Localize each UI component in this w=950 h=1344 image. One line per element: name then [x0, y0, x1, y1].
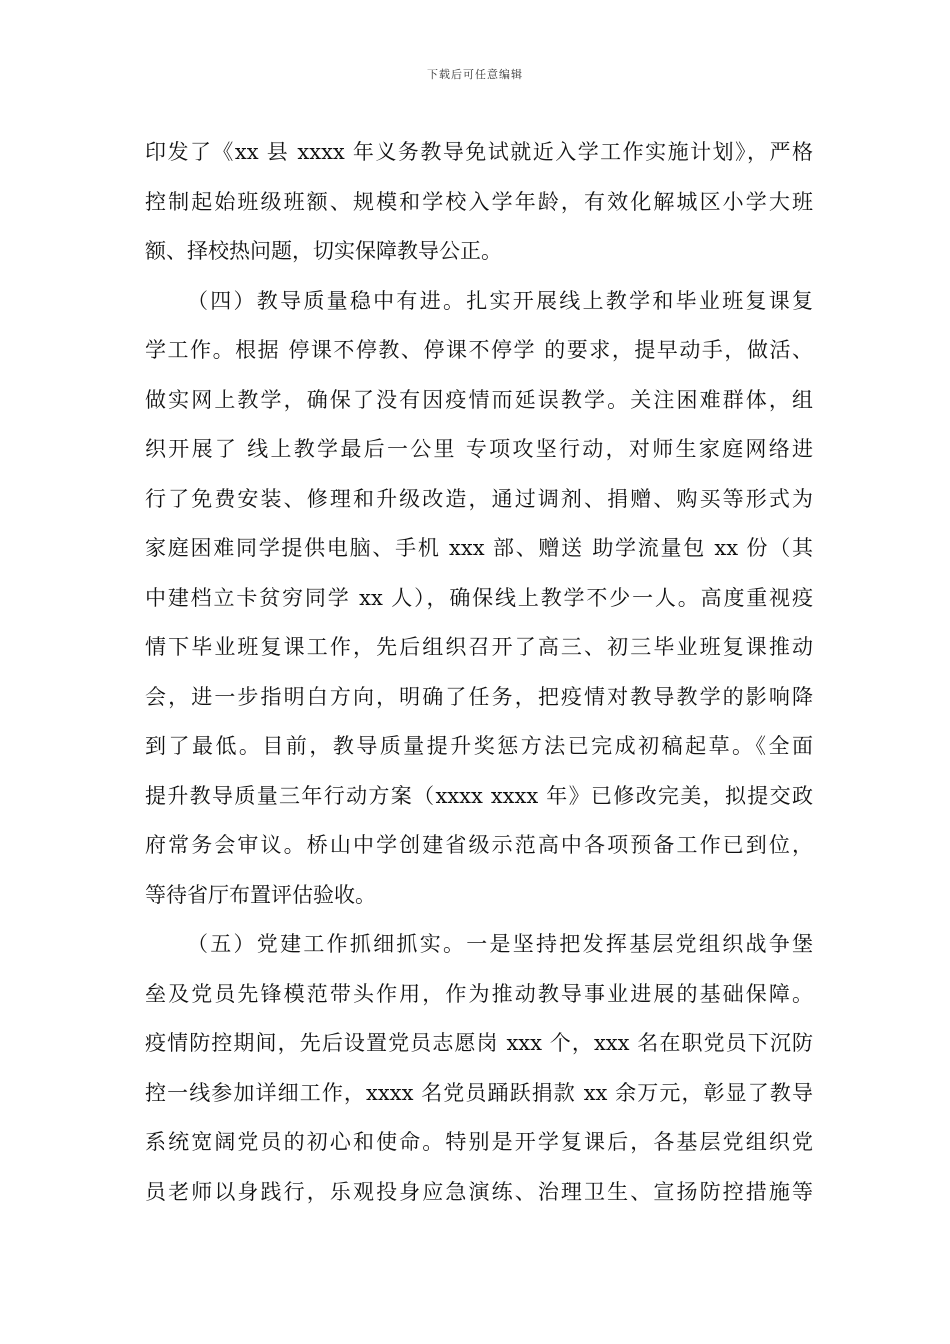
- text-line: 到了最低。目前，教导质量提升奖惩方法已完成初稿起草。《全面: [145, 734, 813, 758]
- text-line: 织开展了 线上教学最后一公里 专项攻坚行动，对师生家庭网络进: [145, 437, 813, 461]
- text-line: 控一线参加详细工作，xxxx 名党员踊跃捐款 xx 余万元，彰显了教导: [145, 1080, 813, 1105]
- text-line: 家庭困难同学提供电脑、手机 xxx 部、赠送 助学流量包 xx 份（其: [145, 536, 813, 560]
- text-line: 疫情防控期间，先后设置党员志愿岗 xxx 个，xxx 名在职党员下沉防: [145, 1031, 813, 1055]
- text-line: 会，进一步指明白方向，明确了任务，把疫情对教导教学的影响降: [145, 684, 813, 709]
- text-line: 员老师以身践行，乐观投身应急演练、治理卫生、宣扬防控措施等: [145, 1179, 813, 1204]
- page-header: 下载后可任意编辑: [427, 68, 523, 81]
- text-line: 提升教导质量三年行动方案（xxxx xxxx 年》已修改完美，拟提交政: [145, 783, 813, 808]
- text-line: 控制起始班级班额、规模和学校入学年龄，有效化解城区小学大班: [145, 189, 813, 214]
- section-heading-line: （四）教导质量稳中有进。扎实开展线上教学和毕业班复课复: [187, 288, 813, 313]
- text-line: 系统宽阔党员的初心和使命。特别是开学复课后，各基层党组织党: [145, 1130, 813, 1154]
- text-line: 情下毕业班复课工作，先后组织召开了高三、初三毕业班复课推动: [145, 635, 813, 659]
- text-line: 等待省厅布置评估验收。: [145, 882, 376, 907]
- text-line: 额、择校热问题，切实保障教导公正。: [145, 239, 502, 263]
- text-line: 垒及党员先锋模范带头作用，作为推动教导事业进展的基础保障。: [145, 981, 813, 1006]
- text-line: 学工作。根据 停课不停教、停课不停学 的要求，提早动手，做活、: [145, 338, 813, 362]
- text-line: 行了免费安装、修理和升级改造，通过调剂、捐赠、购买等形式为: [145, 486, 813, 511]
- text-line: 做实网上教学，确保了没有因疫情而延误教学。关注困难群体，组: [145, 387, 813, 412]
- text-line: 印发了《xx 县 xxxx 年义务教导免试就近入学工作实施计划》，严格: [145, 140, 813, 164]
- text-line: 府常务会审议。桥山中学创建省级示范高中各项预备工作已到位，: [145, 833, 813, 857]
- section-heading-line: （五）党建工作抓细抓实。一是坚持把发挥基层党组织战争堡: [187, 932, 813, 956]
- text-line: 中建档立卡贫穷同学 xx 人），确保线上教学不少一人。高度重视疫: [145, 585, 813, 610]
- document-body: [145, 128, 813, 1217]
